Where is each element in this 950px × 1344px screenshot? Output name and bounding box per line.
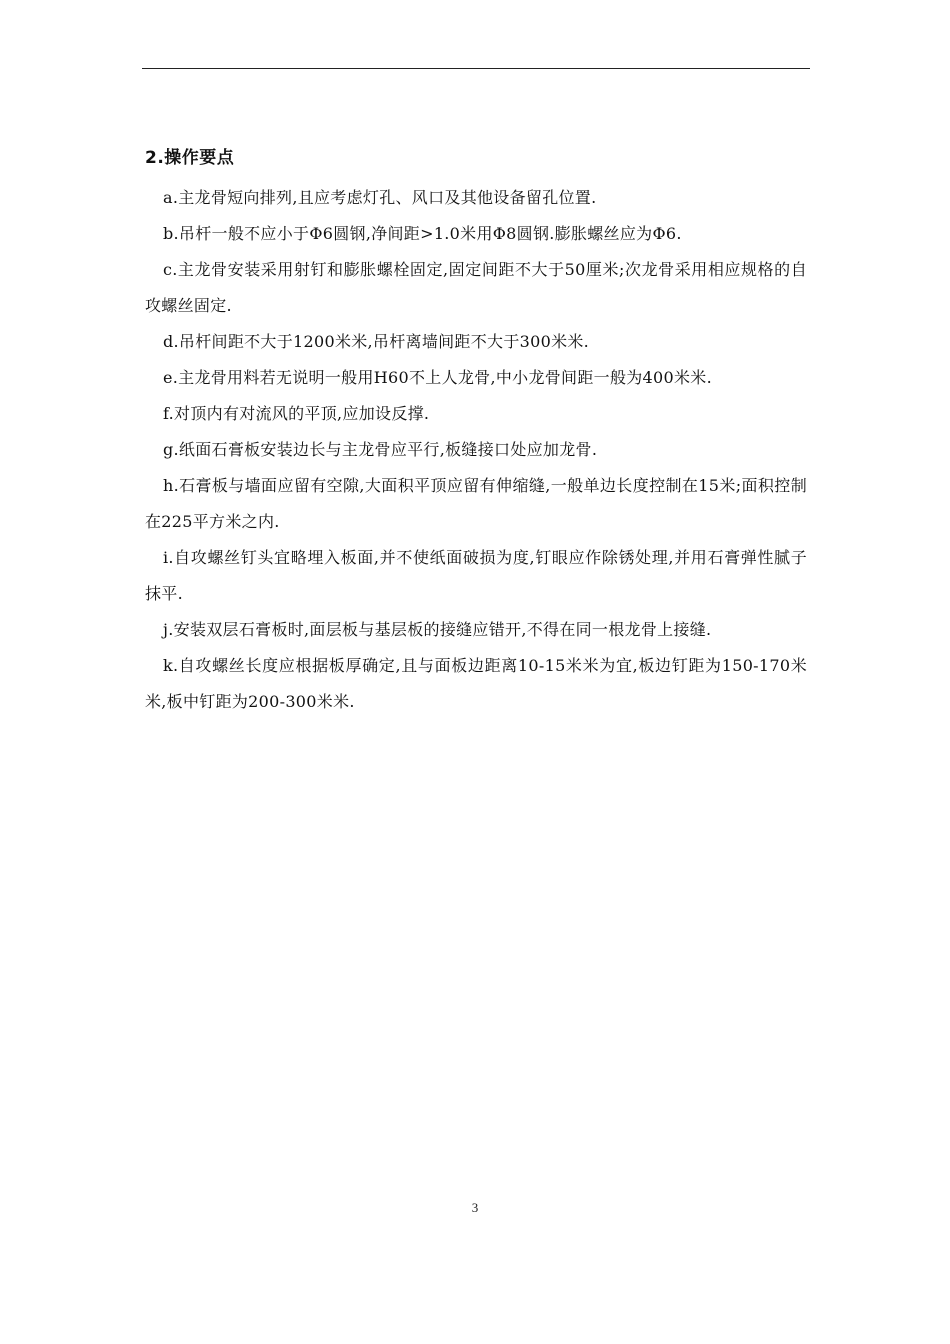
- list-item-j: j.安装双层石膏板时,面层板与基层板的接缝应错开,不得在同一根龙骨上接缝.: [163, 620, 712, 639]
- list-item-i: i.自攻螺丝钉头宜略埋入板面,并不使纸面破损为度,钉眼应作除锈处理,并用石膏弹性腻子抹平.: [145, 548, 807, 603]
- list-item-b: b.吊杆一般不应小于Φ6圆钢,净间距>1.0米用Φ8圆钢.膨胀螺丝应为Φ6.: [163, 224, 682, 243]
- page-number: 3: [471, 1200, 479, 1215]
- list-item-a: a.主龙骨短向排列,且应考虑灯孔、风口及其他设备留孔位置.: [163, 188, 597, 207]
- list-item-d: d.吊杆间距不大于1200米米,吊杆离墙间距不大于300米米.: [163, 332, 590, 351]
- list-item-h: h.石膏板与墙面应留有空隙,大面积平顶应留有伸缩缝,一般单边长度控制在15米;面积控制在225平方米之内.: [145, 476, 807, 531]
- header-rule: [142, 68, 810, 69]
- list-item-f: f.对顶内有对流风的平顶,应加设反撑.: [163, 404, 430, 423]
- list-item-c: c.主龙骨安装采用射钉和膨胀螺栓固定,固定间距不大于50厘米;次龙骨采用相应规格的自攻螺丝固定.: [145, 260, 807, 315]
- list-item-e: e.主龙骨用料若无说明一般用H60不上人龙骨,中小龙骨间距一般为400米米.: [163, 368, 712, 387]
- document-body: [145, 146, 807, 720]
- list-item-k: k.自攻螺丝长度应根据板厚确定,且与面板边距离10-15米米为宜,板边钉距为150-170米米,板中钉距为200-300米米.: [145, 656, 807, 711]
- list-item-g: g.纸面石膏板安装边长与主龙骨应平行,板缝接口处应加龙骨.: [163, 440, 598, 459]
- section-title: 2.操作要点: [145, 148, 235, 168]
